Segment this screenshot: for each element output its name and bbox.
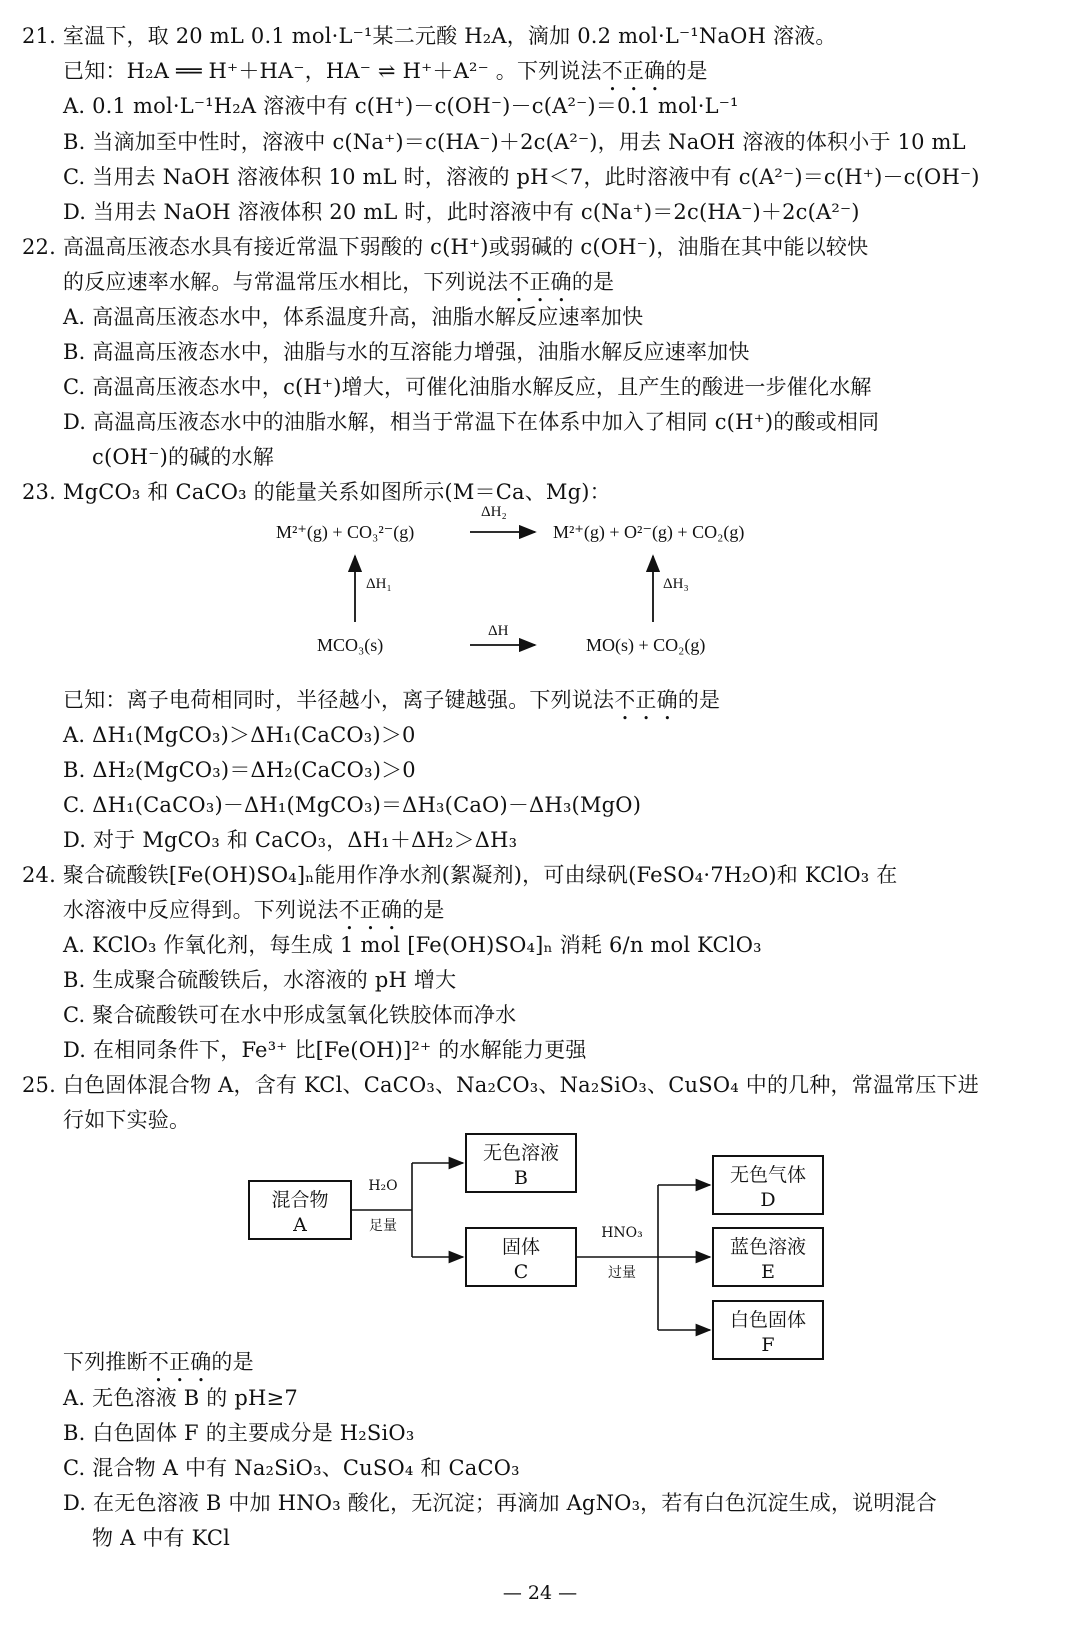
emphasis-text: 不正确 (147, 1350, 212, 1374)
q21-option-a: A. 0.1 mol·L⁻¹H₂A 溶液中有 c(H⁺)－c(OH⁻)－c(A²⁻)＝0.1 mol·L⁻¹ (63, 94, 739, 118)
emphasis-text: 不正确 (614, 688, 678, 712)
label-hno3: HNO₃ (601, 1225, 643, 1241)
q25-option-d: D. 在无色溶液 B 中加 HNO₃ 酸化，无沉淀；再滴加 AgNO₃，若有白色沉淀生成，说明混合 (63, 1491, 937, 1515)
label-dh: ΔH (488, 623, 509, 639)
q25-option-a: A. 无色溶液 B 的 pH≥7 (63, 1386, 298, 1410)
diagram-bottom-right: MO(s) + CO₂(g) (586, 635, 706, 655)
q25-option-b: B. 白色固体 F 的主要成分是 H₂SiO₃ (63, 1421, 415, 1445)
q25-stem: 25. 白色固体混合物 A，含有 KCl、CaCO₃、Na₂CO₃、Na₂SiO₃、CuSO₄ 中的几种，常温常压下进 (22, 1073, 979, 1097)
q21-option-d: D. 当用去 NaOH 溶液体积 20 mL 时，此时溶液中有 c(Na⁺)＝2c(HA⁻)＋2c(A²⁻) (63, 200, 860, 224)
q23-option-a: A. ΔH₁(MgCO₃)＞ΔH₁(CaCO₃)＞0 (63, 723, 416, 747)
q23-option-b: B. ΔH₂(MgCO₃)＝ΔH₂(CaCO₃)＞0 (63, 758, 416, 782)
q22-option-c: C. 高温高压液态水中，c(H⁺)增大，可催化油脂水解反应，且产生的酸进一步催化水解 (63, 375, 872, 399)
q23-stem: 23. MgCO₃ 和 CaCO₃ 的能量关系如图所示(M＝Ca、Mg)： (22, 480, 611, 504)
diagram-top-right: M²⁺(g) + O²⁻(g) + CO₂(g) (553, 522, 745, 542)
q22-option-a: A. 高温高压液态水中，体系温度升高，油脂水解反应速率加快 (63, 305, 644, 329)
q23-option-c: C. ΔH₁(CaCO₃)－ΔH₁(MgCO₃)＝ΔH₃(CaO)－ΔH₃(MgO) (63, 793, 642, 817)
flowchart (0, 1125, 1080, 1375)
label-excess-hno3: 过量 (608, 1265, 636, 1281)
q22-option-d: D. 高温高压液态水中的油脂水解，相当于常温下在体系中加入了相同 c(H⁺)的酸或相同 (63, 410, 880, 434)
label-dh1: ΔH₁ (366, 576, 392, 592)
diagram-bottom-left: MCO₃(s) (317, 635, 384, 655)
emphasis-text: 不正确 (601, 59, 666, 83)
diagram-top-left: M²⁺(g) + CO₃²⁻(g) (276, 522, 415, 542)
label-h2o: H₂O (368, 1178, 398, 1194)
energy-diagram-arrows (0, 510, 1080, 680)
q25-stem-2: 行如下实验。 (63, 1108, 191, 1132)
q21-option-c: C. 当用去 NaOH 溶液体积 10 mL 时，溶液的 pH＜7，此时溶液中有 c(A²⁻)＝c(H⁺)－c(OH⁻) (63, 165, 980, 189)
q25-question: 下列推断不正确的是 (63, 1350, 254, 1374)
q21-stem: 21. 室温下，取 20 mL 0.1 mol·L⁻¹某二元酸 H₂A，滴加 0.2 mol·L⁻¹NaOH 溶液。 (22, 24, 837, 48)
q23-option-d: D. 对于 MgCO₃ 和 CaCO₃，ΔH₁＋ΔH₂＞ΔH₃ (63, 828, 518, 852)
page-number: — 24 — (502, 1582, 578, 1604)
q21-option-b: B. 当滴加至中性时，溶液中 c(Na⁺)＝c(HA⁻)＋2c(A²⁻)，用去 NaOH 溶液的体积小于 10 mL (63, 130, 966, 154)
emphasis-text: 不正确 (508, 270, 572, 294)
q22-stem-2: 的反应速率水解。与常温常压水相比，下列说法不正确的是 (63, 270, 615, 294)
q24-option-c: C. 聚合硫酸铁可在水中形成氢氧化铁胶体而净水 (63, 1003, 517, 1027)
q22-option-d-cont: c(OH⁻)的碱的水解 (92, 445, 274, 469)
box-solution-b: 无色溶液 B (465, 1133, 577, 1193)
q25-option-c: C. 混合物 A 中有 Na₂SiO₃、CuSO₄ 和 CaCO₃ (63, 1456, 520, 1480)
q25-option-d-cont: 物 A 中有 KCl (92, 1526, 231, 1550)
box-gas-d: 无色气体 D (712, 1155, 824, 1215)
q22-option-b: B. 高温高压液态水中，油脂与水的互溶能力增强，油脂水解反应速率加快 (63, 340, 750, 364)
q24-option-a: A. KClO₃ 作氧化剂，每生成 1 mol [Fe(OH)SO₄]ₙ 消耗 6/n mol KClO₃ (63, 933, 762, 957)
q24-option-d: D. 在相同条件下，Fe³⁺ 比[Fe(OH)]²⁺ 的水解能力更强 (63, 1038, 587, 1062)
label-excess-water: 足量 (369, 1218, 397, 1234)
q21-known: 已知：H₂A ══ H⁺＋HA⁻，HA⁻ ⇌ H⁺＋A²⁻ 。下列说法不正确的是 (63, 59, 708, 83)
q24-option-b: B. 生成聚合硫酸铁后，水溶液的 pH 增大 (63, 968, 457, 992)
q22-stem: 22. 高温高压液态水具有接近常温下弱酸的 c(H⁺)或弱碱的 c(OH⁻)，油脂在其中能以较快 (22, 235, 869, 259)
label-dh2: ΔH₂ (481, 504, 507, 520)
emphasis-text: 不正确 (338, 898, 403, 922)
box-solid-c: 固体 C (465, 1227, 577, 1287)
box-solution-e: 蓝色溶液 E (712, 1227, 824, 1287)
box-mixture-a: 混合物 A (248, 1180, 352, 1240)
q24-stem: 24. 聚合硫酸铁[Fe(OH)SO₄]ₙ能用作净水剂(絮凝剂)，可由绿矾(FeSO₄·7H₂O)和 KClO₃ 在 (22, 863, 898, 887)
box-solid-f: 白色固体 F (712, 1300, 824, 1360)
q24-stem-2: 水溶液中反应得到。下列说法不正确的是 (63, 898, 445, 922)
energy-diagram (0, 504, 1080, 680)
q23-known: 已知：离子电荷相同时，半径越小，离子键越强。下列说法不正确的是 (63, 688, 721, 712)
label-dh3: ΔH₃ (663, 576, 689, 592)
